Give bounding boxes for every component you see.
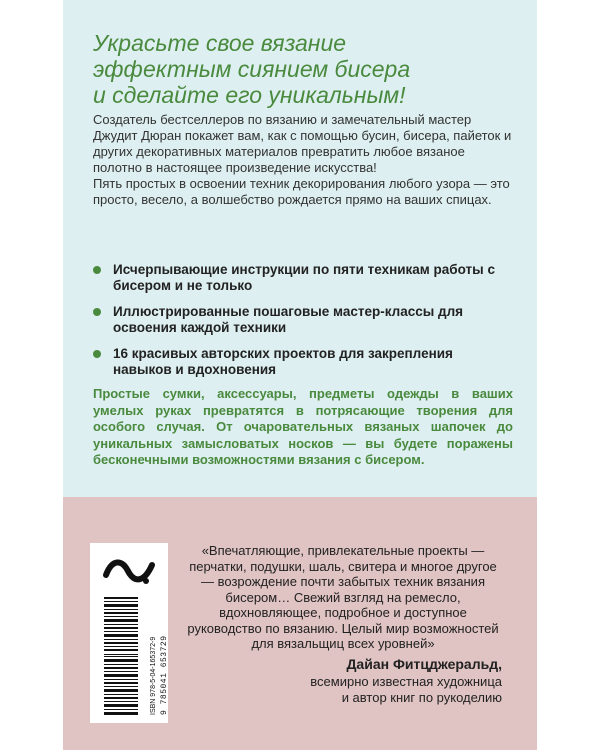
isbn-text: ISBN 978-5-04-165372-9: [150, 636, 157, 715]
description: [93, 112, 513, 208]
headline-line-1: Украсьте свое вязание: [93, 30, 347, 56]
feature-item: [93, 304, 513, 336]
quote-author-role-2: и автор книг по рукоделию: [341, 690, 502, 705]
feature-text: Иллюстрированные пошаговые мастер-классы для освоения каждой техники: [113, 304, 464, 335]
feature-list: [93, 262, 513, 388]
headline: [93, 30, 513, 108]
bottom-panel: [63, 497, 537, 750]
feature-text: 16 красивых авторских проектов для закрепления навыков и вдохновения: [113, 346, 453, 377]
publisher-logo-icon: [102, 551, 156, 589]
quote-author: Дайан Фитцджеральд,: [346, 656, 502, 672]
barcode-icon: [104, 597, 138, 715]
feature-text: Исчерпывающие инструкции по пяти техникам работы с бисером и не только: [113, 262, 495, 293]
description-paragraph-2: Пять простых в освоении техник декорирования любого узора — это просто, весело, а волшебство рождается прямо на ваших спицах.: [93, 176, 510, 207]
quote-attribution: [184, 656, 502, 706]
bullet-dot-icon: [93, 308, 101, 316]
feature-item: [93, 346, 513, 378]
review-quote: «Впечатляющие, привлекательные проекты — перчатки, подушки, шаль, свитера и многое другое — возрождение почти забытых техник вязания бисером… Свежий взгляд на ремесло, вдохновляющее, подробное и доступное руководство по вязанию. Целый мир возможностей для вязальщиц всех уровней»: [187, 543, 499, 651]
quote-author-role-1: всемирно известная художница: [310, 674, 502, 689]
bullet-dot-icon: [93, 350, 101, 358]
top-panel: [63, 0, 537, 497]
book-back-cover: [63, 0, 537, 750]
bullet-dot-icon: [93, 266, 101, 274]
barcode-number: 9 785041 653729: [160, 635, 169, 715]
headline-line-3: и сделайте его уникальным!: [93, 82, 406, 108]
promo-text: Простые сумки, аксессуары, предметы одежды в ваших умелых руках превратятся в потрясающие творения для особого случая. От очаровательных вязаных шапочек до уникальных замысловатых носков — вы будете поражены бесконечными возможностями вязания с бисером.: [93, 386, 513, 467]
feature-item: [93, 262, 513, 294]
description-paragraph-1: Создатель бестселлеров по вязанию и замечательный мастер Джудит Дюран покажет вам, как с помощью бусин, бисера, пайеток и других декоративных материалов превратить любое вязаное полотно в настоящее произведение искусства!: [93, 112, 512, 175]
barcode-box: [90, 543, 168, 723]
headline-line-2: эффектным сиянием бисера: [93, 56, 411, 82]
